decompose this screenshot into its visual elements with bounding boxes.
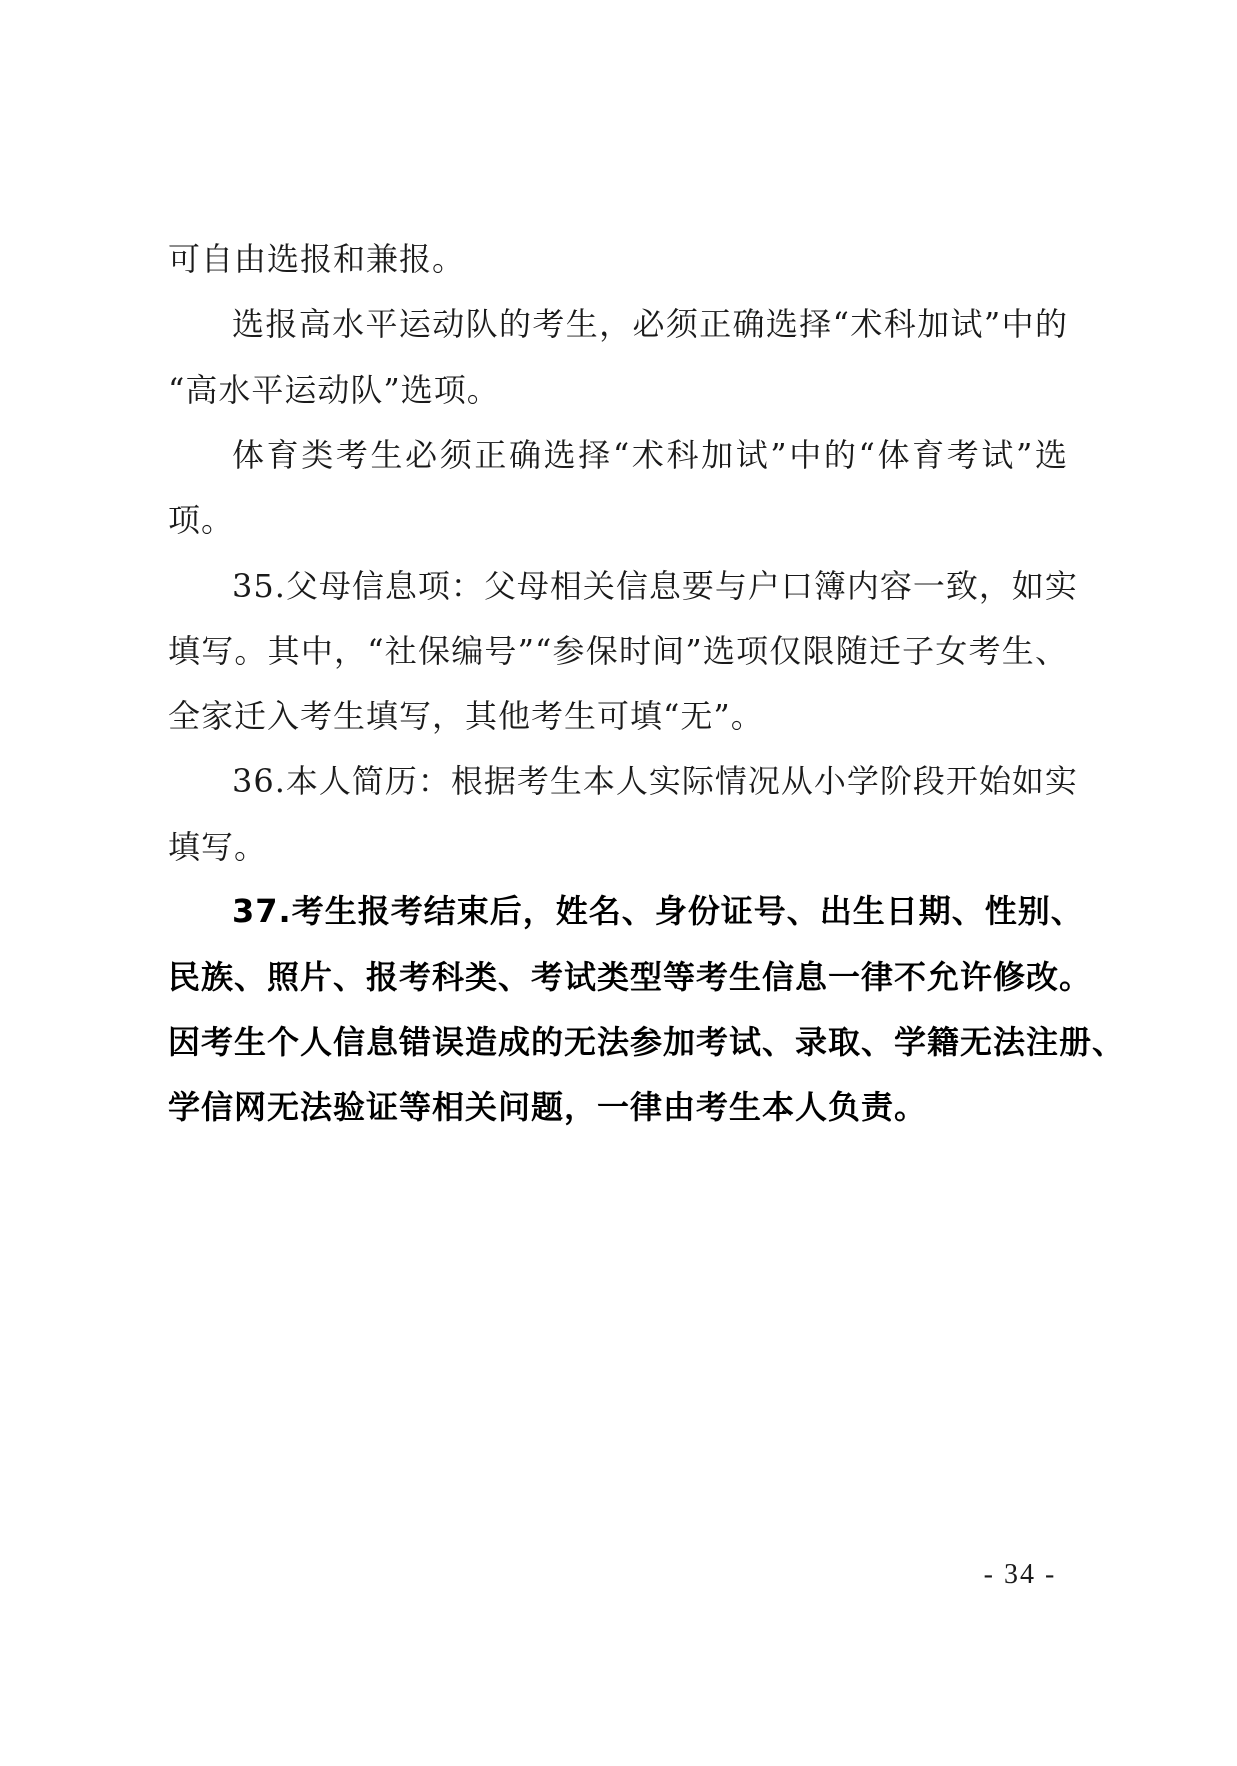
page-number: - 34 - (983, 1559, 1057, 1590)
item-37-bold-line: 因考生个人信息错误造成的无法参加考试、录取、学籍无法注册、 (168, 1023, 1126, 1061)
paragraph-line: 可自由选报和兼报。 (168, 240, 466, 278)
paragraph-line: 选报高水平运动队的考生，必须正确选择“术科加试”中的 (232, 305, 1068, 343)
item-37-bold-line: 学信网无法验证等相关问题，一律由考生本人负责。 (168, 1088, 928, 1126)
paragraph-line: “高水平运动队”选项。 (168, 371, 500, 409)
paragraph-line: 项。 (168, 501, 235, 539)
item-36-line: 填写。 (168, 828, 268, 866)
item-36-line: 36.本人简历：根据考生本人实际情况从小学阶段开始如实 (232, 762, 1078, 800)
item-35-line: 填写。其中，“社保编号”“参保时间”选项仅限随迁子女考生、 (168, 632, 1068, 670)
item-37-bold-line: 37.考生报考结束后，姓名、身份证号、出生日期、性别、 (232, 892, 1084, 930)
item-35-line: 全家迁入考生填写，其他考生可填“无”。 (168, 697, 764, 735)
paragraph-line: 体育类考生必须正确选择“术科加试”中的“体育考试”选 (232, 436, 1068, 474)
item-37-bold-line: 民族、照片、报考科类、考试类型等考生信息一律不允许修改。 (168, 958, 1093, 996)
item-35-line: 35.父母信息项：父母相关信息要与户口簿内容一致，如实 (232, 567, 1078, 605)
